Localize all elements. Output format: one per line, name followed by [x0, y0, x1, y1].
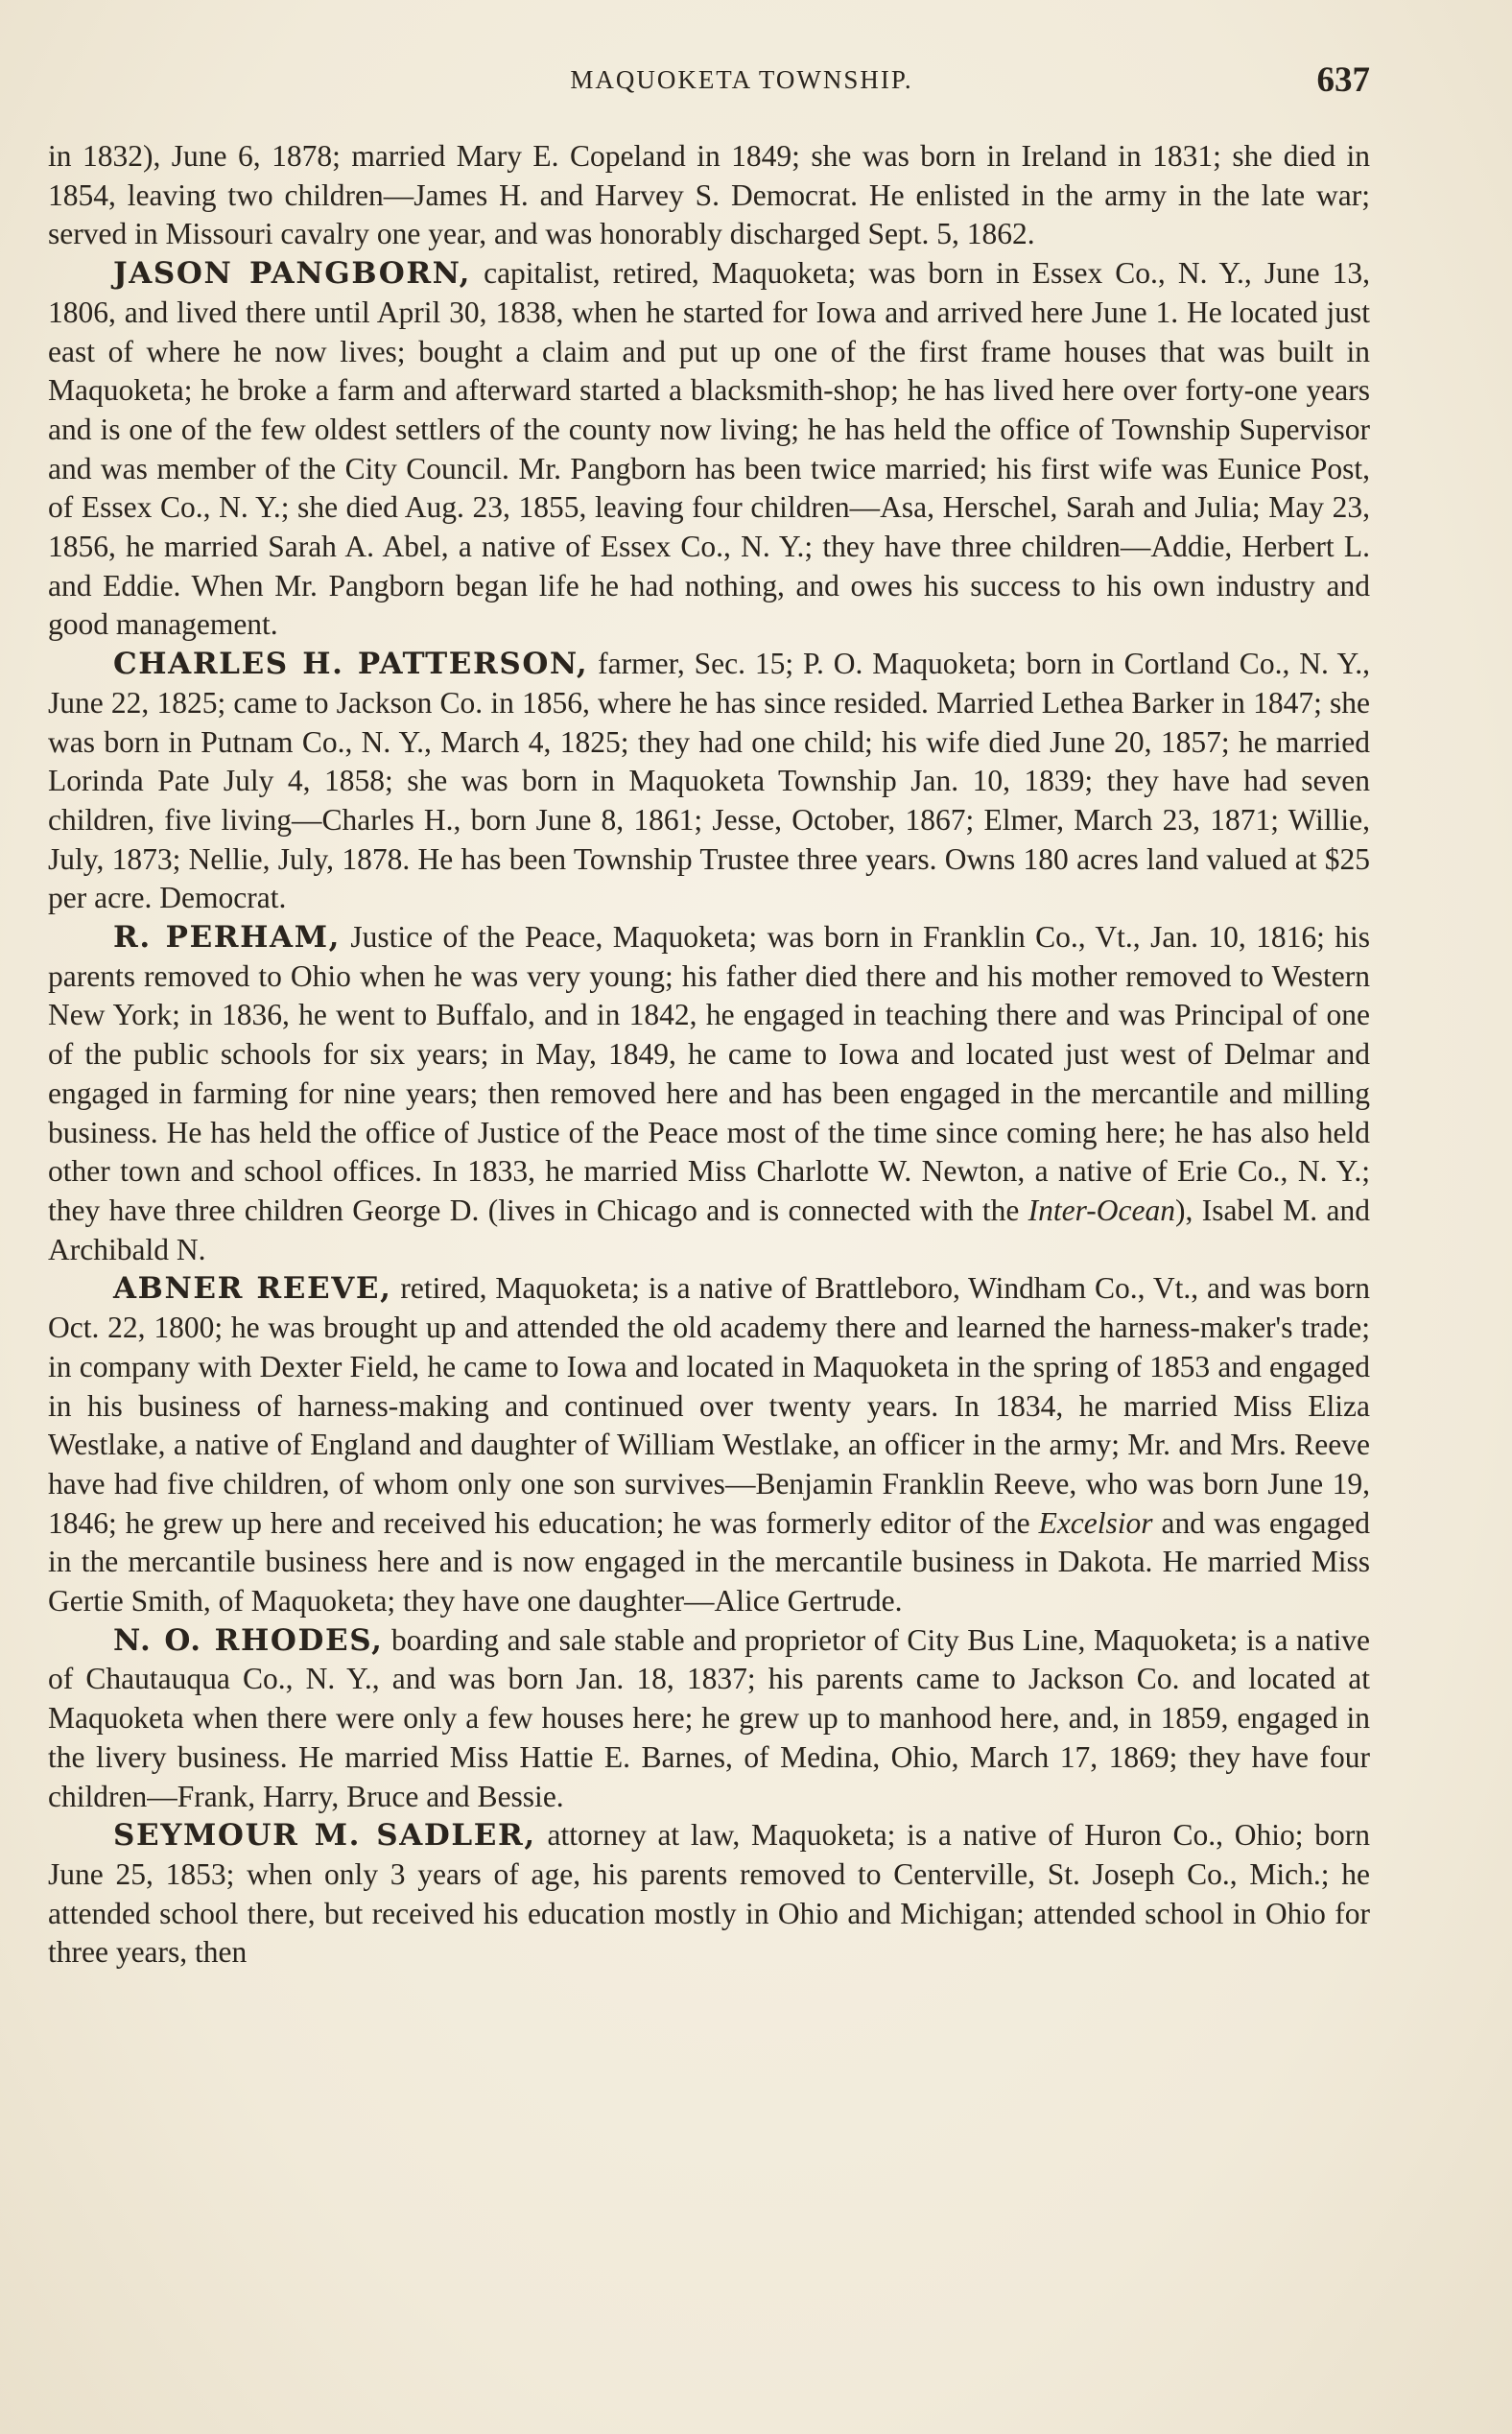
entry-text: Justice of the Peace, Maquoketa; was born in Franklin Co., Vt., Jan. 10, 1816; his parents removed to Ohio when he was very young; his father died there and his mother removed to Western New York; in 1836, he went to Buffalo, and in 1842, he engaged in teaching there and was Principal of one of the public schools for six years; in May, 1849, he came to Iowa and located just west of Delmar and engaged in farming for nine years; then removed here and has been engaged in the mercantile and milling business. He has held the office of Justice of the Peace most of the time since coming here; he has also held other town and school offices. In 1833, he married Miss Charlotte W. Newton, a native of Erie Co., N. Y.; they have three children George D. (lives in Chicago and is connected with the — [48, 920, 1370, 1227]
entry-text: retired, Maquoketa; is a native of Brattleboro, Windham Co., Vt., and was born Oct. 22, 1800; he was brought up and attended the old academy there and learned the harness-maker's trade; in company with Dexter Field, he came to Iowa and located in Maquoketa in the spring of 1853 and engaged in his business of harness-making and continued over twenty years. In 1834, he married Miss Eliza Westlake, a native of England and daughter of William Westlake, an officer in the army; Mr. and Mrs. Reeve have had five children, of whom only one son survives—Benjamin Franklin Reeve, who was born June 19, 1846; he grew up here and received his education; he was formerly editor of the — [48, 1271, 1371, 1540]
continued-paragraph: in 1832), June 6, 1878; married Mary E. Copeland in 1849; she was born in Ireland in 1831; she died in 1854, leaving two children—James H. and Harvey S. Democrat. He enlisted in the army in the late war; served in Missouri cavalry one year, and was honorably discharged Sept. 5, 1862. — [48, 139, 1370, 251]
page-header — [113, 59, 1370, 117]
entry-perham — [48, 918, 1370, 1269]
entry-name: SEYMOUR M. SADLER, — [113, 1818, 536, 1854]
entry-text-after: and was engaged in the mercantile business here and is now engaged in the mercantile business in Dakota. He married Miss Gertie Smith, of Maquoketa; they have one daughter—Alice Gertrude. — [48, 1505, 1370, 1619]
entry-name: ABNER REEVE, — [113, 1271, 392, 1307]
entry-text: attorney at law, Maquoketa; is a native of Huron Co., Ohio; born June 25, 1853; when only 3 years of age, his parents removed to Centerville, St. Joseph Co., Mich.; he attended school there, but received his education mostly in Ohio and Michigan; attended school in Ohio for three years, then — [48, 1818, 1370, 1970]
entry-name: CHARLES H. PATTERSON, — [113, 647, 589, 682]
page-number: 637 — [1316, 60, 1370, 100]
biography-text — [48, 137, 1370, 1973]
entry-name: JASON PANGBORN, — [113, 256, 472, 292]
entry-reeve — [48, 1269, 1370, 1620]
entry-text-after: ), Isabel M. and Archibald N. — [48, 1193, 1370, 1266]
entry-pangborn — [48, 254, 1370, 645]
running-head: MAQUOKETA TOWNSHIP. — [570, 65, 913, 94]
entry-text: capitalist, retired, Maquoketa; was born in Essex Co., N. Y., June 13, 1806, and lived there until April 30, 1838, when he started for Iowa and arrived here June 1. He located just east of where he now lives; bought a claim and put up one of the first frame houses that was built in Maquoketa; he broke a farm and afterward started a blacksmith-shop; he has lived here over forty-one years and is one of the few oldest settlers of the county now living; he has held the office of Township Supervisor and was member of the City Council. Mr. Pangborn has been twice married; his first wife was Eunice Post, of Essex Co., N. Y.; she died Aug. 23, 1855, leaving four children—Asa, Herschel, Sarah and Julia; May 23, 1856, he married Sarah A. Abel, a native of Essex Co., N. Y.; they have three children—Addie, Herbert L. and Eddie. When Mr. Pangborn began life he had nothing, and owes his success to his own industry and good management. — [48, 256, 1370, 642]
entry-patterson — [48, 645, 1370, 918]
entry-name: N. O. RHODES, — [113, 1622, 384, 1658]
newspaper-title: Inter-Ocean — [1028, 1193, 1175, 1227]
entry-text: farmer, Sec. 15; P. O. Maquoketa; born in Cortland Co., N. Y., June 22, 1825; came to Jackson Co. in 1856, where he has since resided. Married Lethea Barker in 1847; she was born in Putnam Co., N. Y., March 4, 1825; they had one child; his wife died June 20, 1857; he married Lorinda Pate July 4, 1858; she was born in Maquoketa Township Jan. 10, 1839; they have had seven children, five living—Charles H., born June 8, 1861; Jesse, October, 1867; Elmer, March 23, 1871; Willie, July, 1873; Nellie, July, 1878. He has been Township Trustee three years. Owns 180 acres land valued at $25 per acre. Democrat. — [48, 647, 1370, 915]
entry-rhodes — [48, 1621, 1370, 1817]
newspaper-title: Excelsior — [1038, 1505, 1153, 1540]
entry-text: boarding and sale stable and proprietor of City Bus Line, Maquoketa; is a native of Chautauqua Co., N. Y., and was born Jan. 18, 1837; his parents came to Jackson Co. and located at Maquoketa when there were only a few houses here; he grew up to manhood here, and, in 1859, engaged in the livery business. He married Miss Hattie E. Barnes, of Medina, Ohio, March 17, 1869; they have four children—Frank, Harry, Bruce and Bessie. — [48, 1622, 1370, 1813]
entry-name: R. PERHAM, — [113, 920, 342, 956]
entry-sadler — [48, 1816, 1370, 1973]
